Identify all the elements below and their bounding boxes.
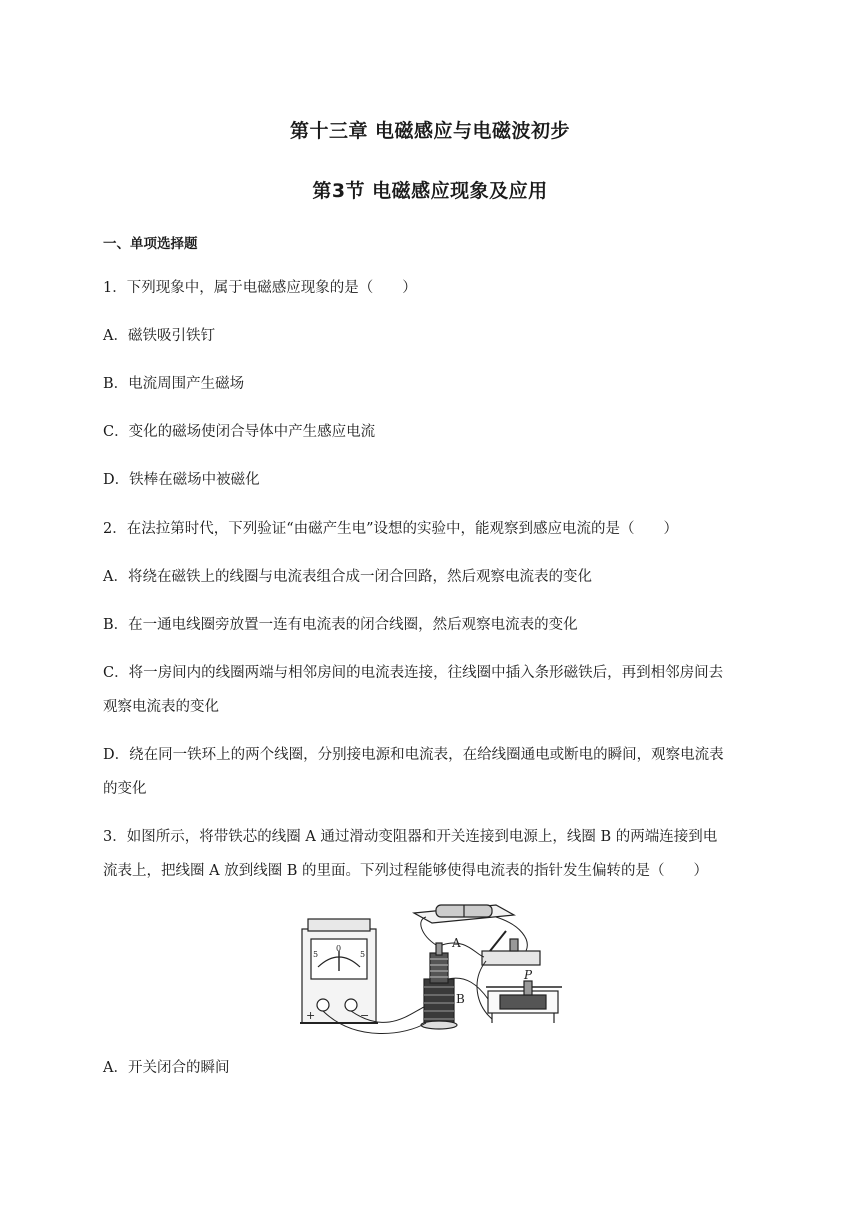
question-2-stem: 2．在法拉第时代，下列验证“由磁产生电”设想的实验中，能观察到感应电流的是（ ） [103,521,679,537]
part-heading: 一、单项选择题 [103,236,198,252]
question-2-option-a: A．将绕在磁铁上的线圈与电流表组合成一闭合回路，然后观察电流表的变化 [103,569,592,585]
induction-apparatus-figure [296,895,570,1045]
coil-b-label: B [456,992,465,1006]
question-1-option-a: A．磁铁吸引铁钉 [103,328,215,344]
rheostat [486,981,562,1023]
switch [482,931,540,965]
section-title: 第3节 电磁感应现象及应用 [312,180,548,202]
galvanometer [300,919,378,1023]
question-2-option-c: C．将一房间内的线圈两端与相邻房间的电流表连接，往线圈中插入条形磁铁后，再到相邻房间去 [103,665,724,681]
battery [414,905,514,923]
question-1-stem: 1．下列现象中，属于电磁感应现象的是（ ） [103,280,417,296]
coil-a [430,943,448,983]
chapter-title: 第十三章 电磁感应与电磁波初步 [289,120,571,142]
question-1-option-d: D．铁棒在磁场中被磁化 [103,472,260,488]
plus-terminal-label: + [306,1009,316,1022]
slider-p-label: P [524,968,533,982]
question-3-stem-line-2: 流表上，把线圈 A 放到线圈 B 的里面。下列过程能够使得电流表的指针发生偏转的是（ ） [103,863,709,879]
question-3-stem-line-1: 3．如图所示，将带铁芯的线圈 A 通过滑动变阻器和开关连接到电源上，线圈 B 的两端连接到电 [103,829,718,845]
coil-b [421,979,457,1029]
question-2-option-d: D．绕在同一铁环上的两个线圈，分别接电源和电流表，在给线圈通电或断电的瞬间，观察电流表 [103,747,724,763]
scale-mid-label: 0 [336,944,342,953]
question-1-option-c: C．变化的磁场使闭合导体中产生感应电流 [103,424,376,440]
question-2-option-d-continued: 的变化 [103,781,147,797]
question-2-option-b: B．在一通电线圈旁放置一连有电流表的闭合线圈，然后观察电流表的变化 [103,617,578,633]
question-3-option-a: A．开关闭合的瞬间 [103,1060,230,1076]
coil-a-label: A [452,936,461,950]
question-1-option-b: B．电流周围产生磁场 [103,376,245,392]
minus-terminal-label: − [360,1009,370,1022]
question-2-option-c-continued: 观察电流表的变化 [103,699,219,715]
scale-right-label: 5 [360,950,366,959]
scale-left-label: 5 [313,950,319,959]
